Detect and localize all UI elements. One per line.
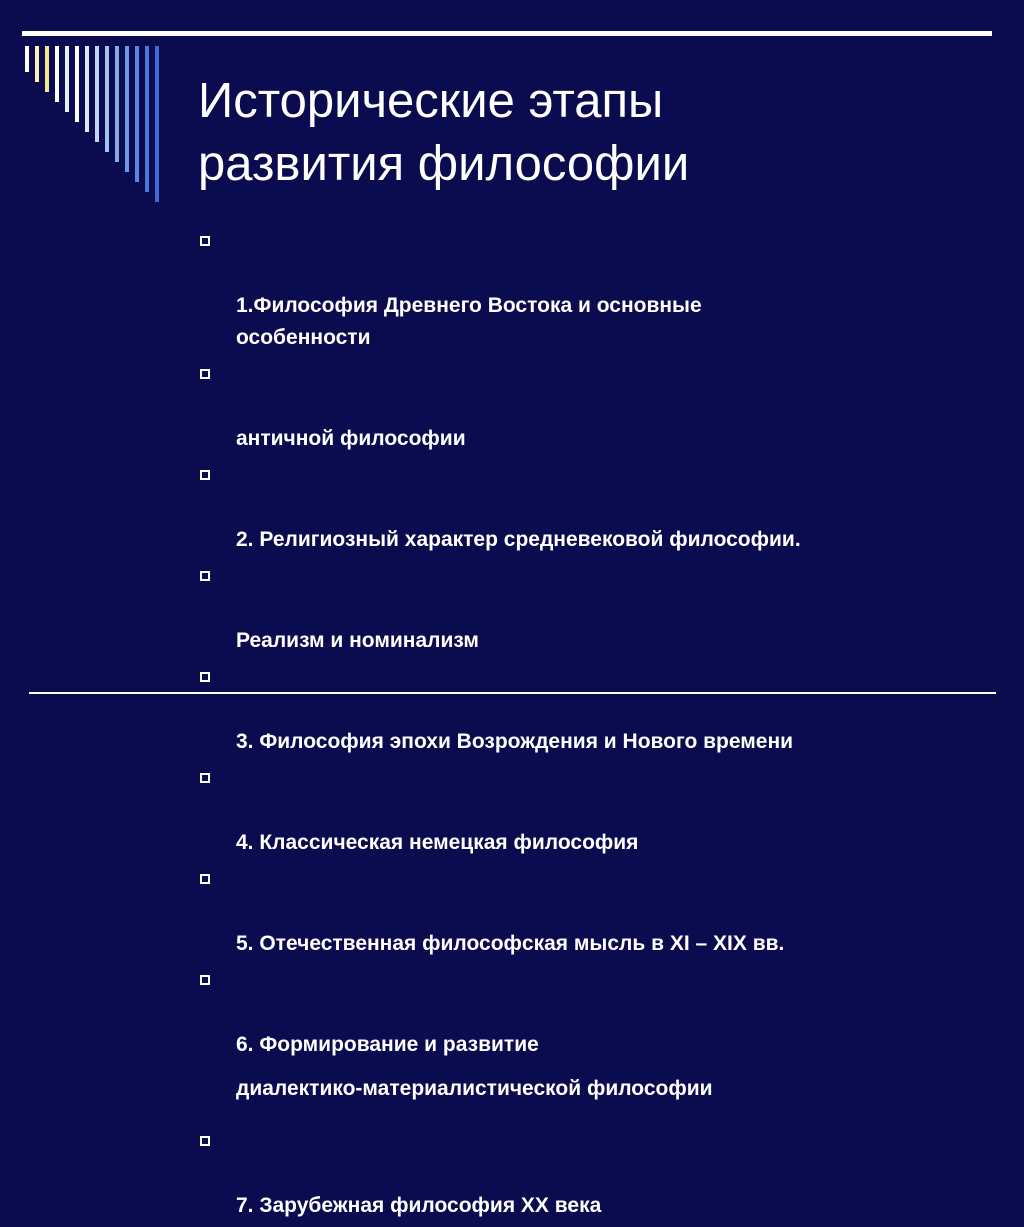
topic-list (195, 226, 975, 1227)
square-bullet-icon (200, 470, 210, 480)
stripe (145, 46, 149, 192)
square-bullet-icon (200, 1136, 210, 1146)
square-bullet-icon (200, 236, 210, 246)
list-item (195, 359, 975, 455)
stripe (55, 46, 59, 102)
square-bullet-icon (200, 571, 210, 581)
stripe (25, 46, 29, 72)
stripe (155, 46, 159, 202)
top-rule (22, 31, 992, 36)
list-item-text: 4. Классическая немецкая философия (236, 831, 639, 854)
slide-title: Исторические этапы развития философии (198, 74, 690, 191)
stripe (135, 46, 139, 182)
list-item (195, 226, 975, 354)
stripe (35, 46, 39, 82)
list-item (195, 460, 975, 556)
list-item (195, 864, 975, 960)
list-item (195, 965, 975, 1061)
list-item-text: 6. Формирование и развитие (236, 1033, 539, 1056)
list-item (195, 1126, 975, 1222)
list-item-text: Реализм и номинализм (236, 629, 479, 652)
square-bullet-icon (200, 975, 210, 985)
stripe (115, 46, 119, 162)
stripe (45, 46, 49, 92)
square-bullet-icon (200, 773, 210, 783)
list-item (195, 561, 975, 657)
square-bullet-icon (200, 874, 210, 884)
square-bullet-icon (200, 369, 210, 379)
list-item-text: античной философии (236, 427, 466, 450)
stripe (95, 46, 99, 142)
list-item (195, 662, 975, 758)
list-item-text: 5. Отечественная философская мысль в XI – XIX вв. (236, 932, 785, 955)
stripe (125, 46, 129, 172)
stripe (65, 46, 69, 112)
bottom-rule (29, 692, 996, 694)
stripe (105, 46, 109, 152)
square-bullet-icon (200, 672, 210, 682)
stripe (85, 46, 89, 132)
list-item-text: 2. Религиозный характер средневековой философии. (236, 528, 801, 551)
list-item-continuation: диалектико-материалистической философии (236, 1077, 713, 1100)
list-item-text: 7. Зарубежная философия XX века (236, 1194, 602, 1217)
list-item (195, 763, 975, 859)
list-item-text: 1.Философия Древнего Востока и основные особенности (236, 294, 702, 349)
list-item-text: 3. Философия эпохи Возрождения и Нового времени (236, 730, 794, 753)
stripe (75, 46, 79, 122)
